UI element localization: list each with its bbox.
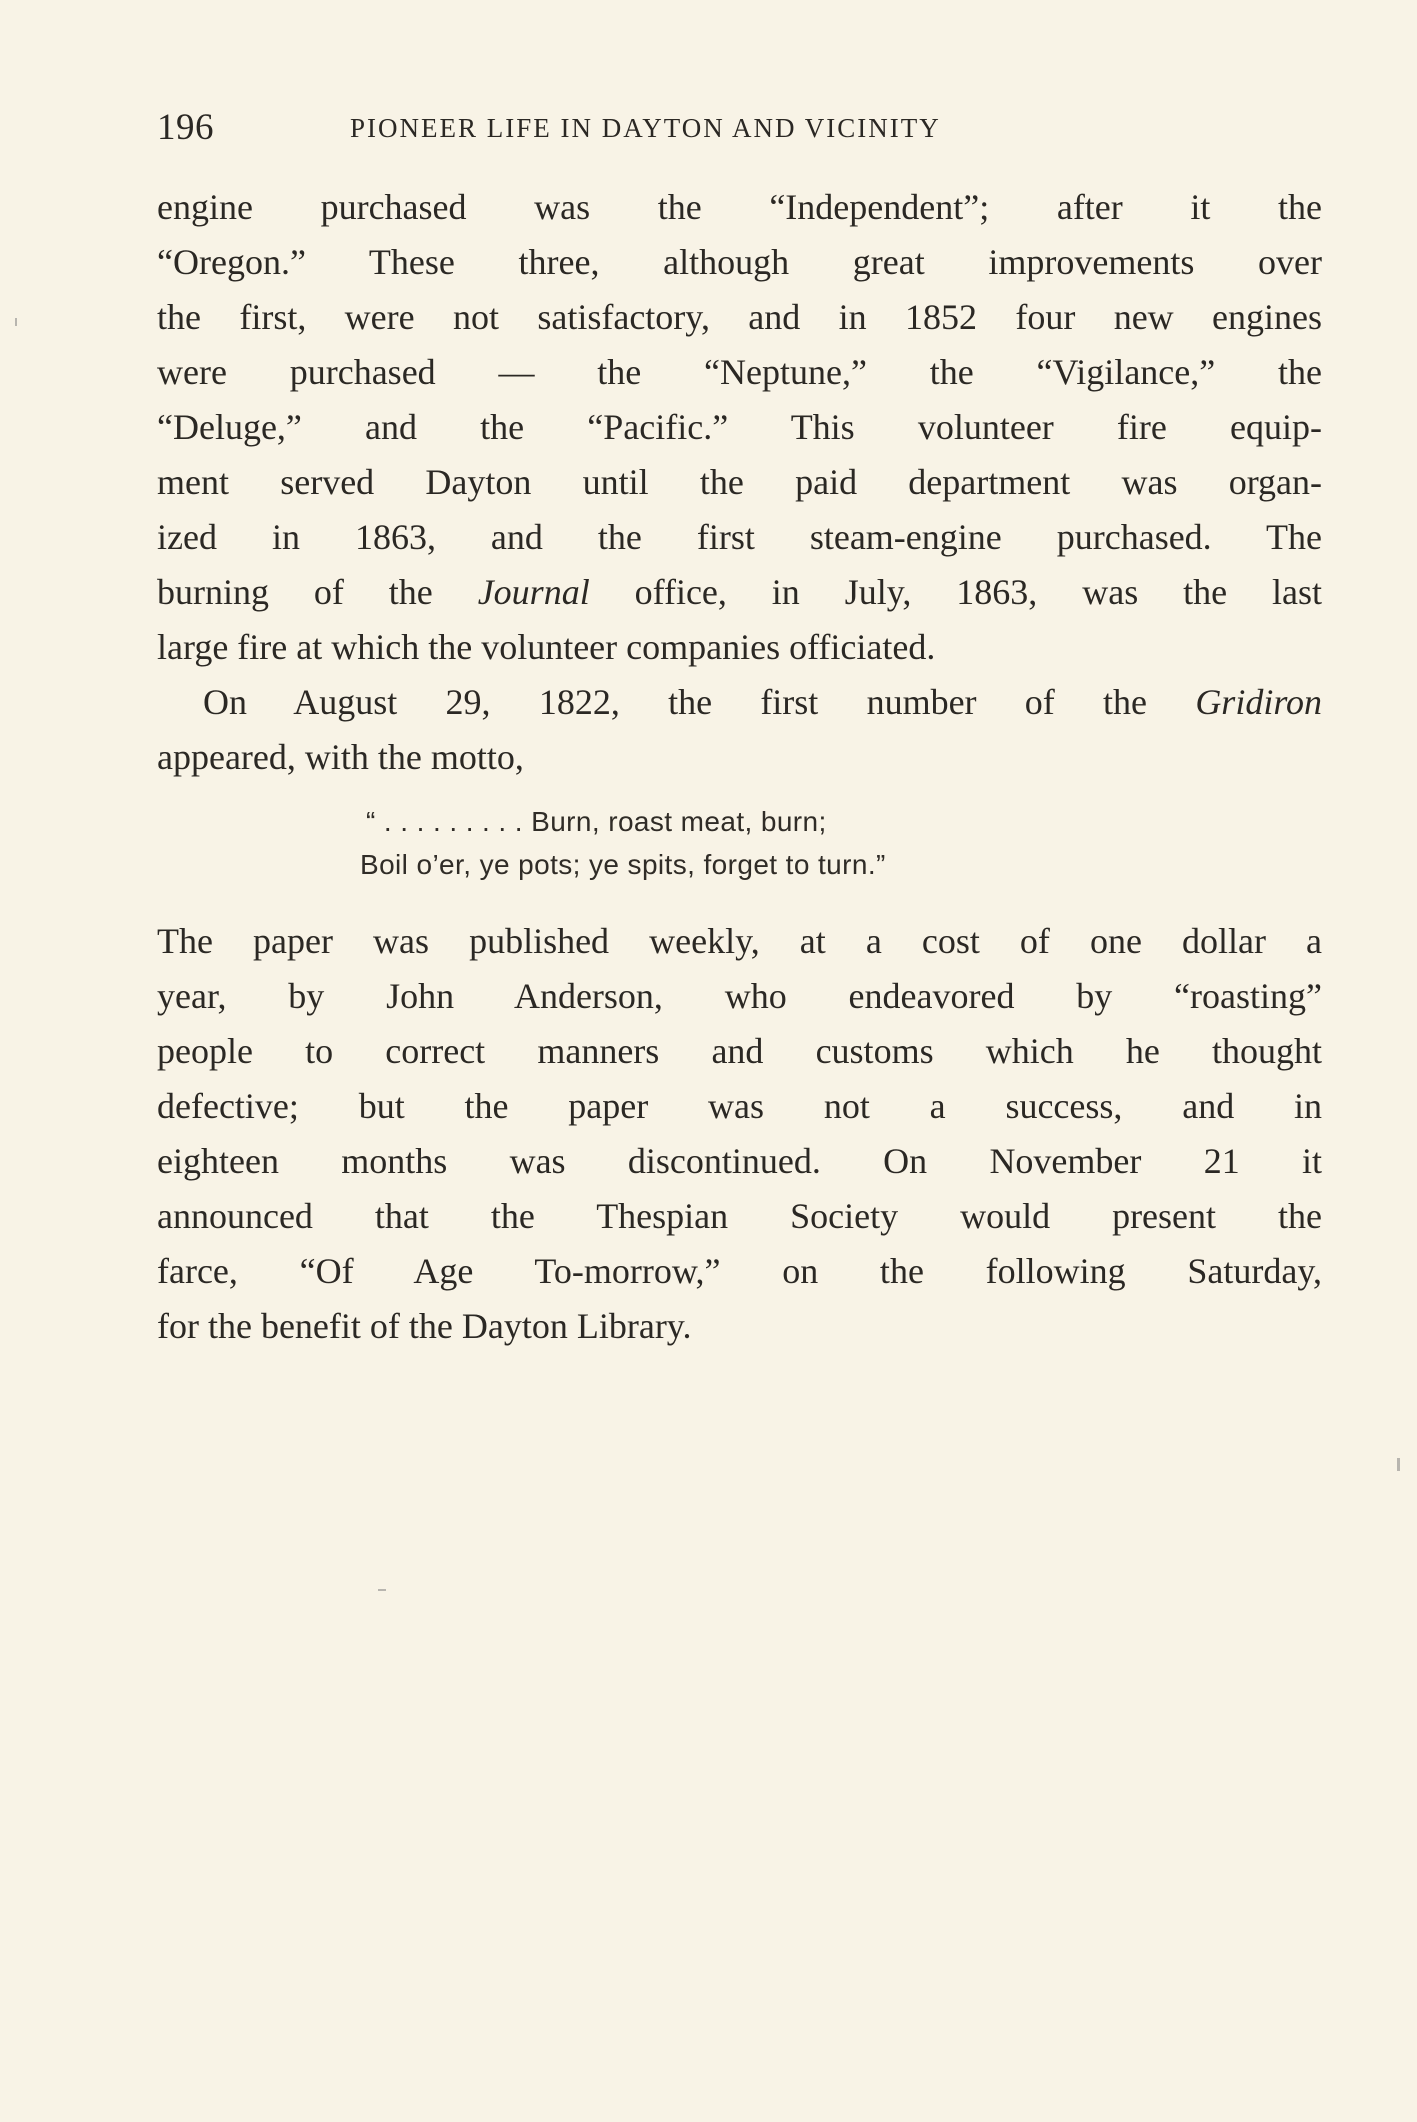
italic-gridiron-title: Gridiron [1195, 682, 1322, 722]
paragraph-fire-engines [157, 180, 1322, 675]
text-line: for the benefit of the Dayton Library. [157, 1306, 692, 1346]
italic-journal-title: Journal [477, 572, 590, 612]
page-number: 196 [157, 107, 214, 148]
text-line: the first, were not satisfactory, and in 1852 four new engines [157, 297, 1322, 337]
text-line: year, by John Anderson, who endeavored by “roasting” [157, 976, 1322, 1016]
text-line: were purchased — the “Neptune,” the “Vigilance,” the [157, 352, 1322, 392]
scan-speck [1397, 1458, 1400, 1471]
scan-speck [15, 318, 17, 326]
paragraph-paper-history [157, 914, 1322, 1354]
text-line: engine purchased was the “Independent”; after it the [157, 187, 1322, 227]
text-line: eighteen months was discontinued. On November 21 it [157, 1141, 1322, 1181]
text-line: ized in 1863, and the first steam-engine purchased. The [157, 517, 1322, 557]
running-head: PIONEER LIFE IN DAYTON AND VICINITY [350, 113, 941, 143]
text-fragment: burning of the [157, 572, 478, 612]
scan-speck [378, 1589, 386, 1591]
text-line: “Oregon.” These three, although great improvements over [157, 242, 1322, 282]
text-line: The paper was published weekly, at a cost of one dollar a [157, 921, 1322, 961]
motto-verse [360, 800, 1010, 886]
text-line: defective; but the paper was not a success, and in [157, 1086, 1322, 1126]
text-fragment: office, in July, 1863, was the last [589, 572, 1322, 612]
text-line: announced that the Thespian Society would present the [157, 1196, 1322, 1236]
text-fragment: On August 29, 1822, the first number of the [203, 682, 1196, 722]
text-line: appeared, with the motto, [157, 737, 524, 777]
verse-line: Boil o’er, ye pots; ye spits, forget to turn.” [360, 849, 886, 880]
text-line: large fire at which the volunteer companies officiated. [157, 627, 936, 667]
paragraph-gridiron [157, 675, 1322, 785]
main-text-block [157, 180, 1322, 785]
verse-line: “ . . . . . . . . . Burn, roast meat, burn; [366, 806, 827, 837]
page-header [157, 104, 1322, 152]
text-line [157, 675, 1322, 730]
text-line [157, 565, 1322, 620]
text-line: farce, “Of Age To-morrow,” on the following Saturday, [157, 1251, 1322, 1291]
text-line: “Deluge,” and the “Pacific.” This volunteer fire equip- [157, 407, 1322, 447]
text-line: ment served Dayton until the paid department was organ- [157, 462, 1322, 502]
text-line: people to correct manners and customs which he thought [157, 1031, 1322, 1071]
